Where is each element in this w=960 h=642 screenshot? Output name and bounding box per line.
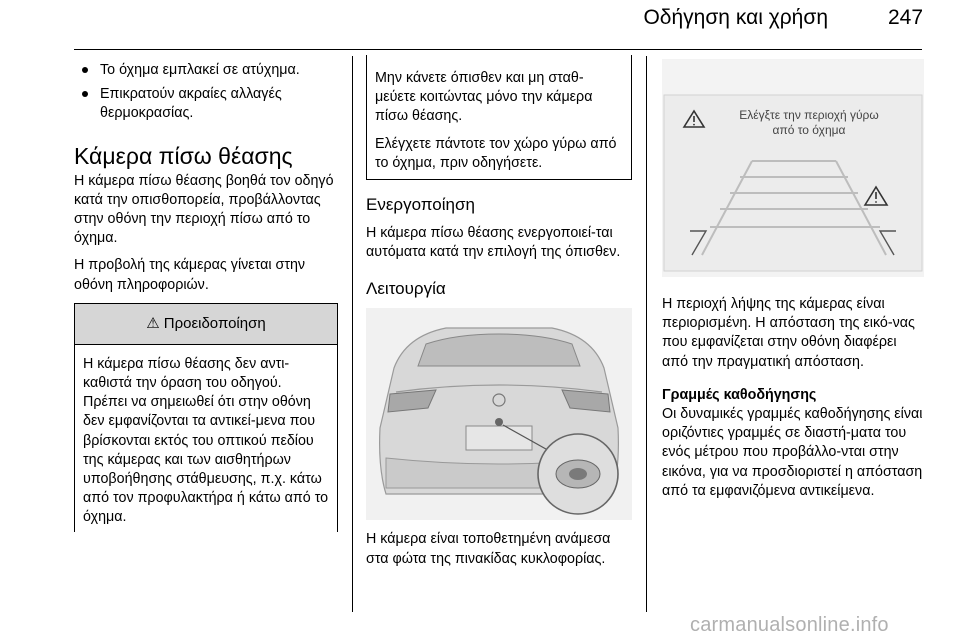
warning-box <box>74 303 338 532</box>
paragraph: Η κάμερα πίσω θέασης ενεργοποιεί-ται αυτόματα κατά την επιλογή της όπισθεν. <box>366 225 621 261</box>
watermark: carmanualsonline.info <box>690 614 889 636</box>
paragraph: Η προβολή της κάμερας γίνεται στην οθόνη πληροφοριών. <box>74 257 306 293</box>
bullet-list <box>74 61 338 124</box>
paragraph: Ελέγχετε πάντοτε τον χώρο γύρω από το όχημα, πριν οδηγήσετε. <box>375 135 617 171</box>
car-rear-camera-illustration <box>366 308 632 520</box>
figure-caption: Η κάμερα είναι τοποθετημένη ανάμεσα στα φώτα της πινακίδας κυκλοφορίας. <box>366 531 611 567</box>
warning-triangle-icon: ⚠ <box>146 315 160 333</box>
camera-display-screen <box>662 59 924 277</box>
paragraph: Η περιοχή λήψης της κάμερας είναι περιορισμένη. Η απόσταση της εικό-νας που εμφανίζεται στην οθόνη διαφέρει από την πραγματική απόσταση. <box>662 296 915 370</box>
bullet-item: Το όχημα εμπλακεί σε ατύχημα. <box>74 61 338 80</box>
paragraph: Μην κάνετε όπισθεν και μη σταθ-μεύετε κοιτώντας μόνο την κάμερα πίσω θέασης. <box>375 70 593 125</box>
warning-header <box>75 303 337 345</box>
page-number: 247 <box>888 6 924 29</box>
column-divider-1 <box>352 56 353 612</box>
column-3 <box>662 55 924 509</box>
section-title: Γραμμές καθοδήγησης <box>662 386 817 403</box>
section-title: Λειτουργία <box>366 279 446 299</box>
screen-text-line: Ελέγξτε την περιοχή γύρω <box>739 108 879 122</box>
column-1 <box>74 55 338 532</box>
car-rear-illustration <box>366 308 632 520</box>
bullet-item: Επικρατούν ακραίες αλλαγές θερμοκρασίας. <box>74 85 338 123</box>
header-rule <box>74 49 922 50</box>
screen-text-line: από το όχημα <box>772 123 846 137</box>
screen-warning-text <box>716 108 902 138</box>
column-divider-2 <box>646 56 647 612</box>
section-title: Ενεργοποίηση <box>366 195 475 215</box>
paragraph: Η κάμερα πίσω θέασης βοηθά τον οδηγό κατά την οπισθοπορεία, προβάλλοντας στην οθόνη την περιοχή πίσω από το όχημα. <box>74 172 334 247</box>
paragraph: Οι δυναμικές γραμμές καθοδήγησης είναι οριζόντιες γραμμές σε διαστή-ματα του ενός μέτρου που προβάλλο-νται στην εικόνα, για να προσδιοριστεί η απόσταση από τα εμφανιζόμενα αντικείμενα. <box>662 406 923 499</box>
section-title: Κάμερα πίσω θέασης <box>74 142 293 169</box>
page-header-title: Οδήγηση και χρήση <box>643 6 828 29</box>
warning-text: Η κάμερα πίσω θέασης δεν αντι-καθιστά την όραση του οδηγού. Πρέπει να σημειωθεί ότι στην οθόνη δεν εμφανίζονται τα αντικεί-μενα που βρίσκονται εκτός του οπτικού πεδίου της κάμερας και των αισθητήρων υποβοήθησης στάθμευσης, π.χ. κάτω από τον προφυλακτήρα ή κάτω από το όχημα. <box>83 355 329 526</box>
camera-display-illustration <box>662 59 924 277</box>
column-2 <box>366 55 632 577</box>
warning-box-continued <box>366 55 632 180</box>
warning-title: Προειδοποίηση <box>163 315 266 333</box>
